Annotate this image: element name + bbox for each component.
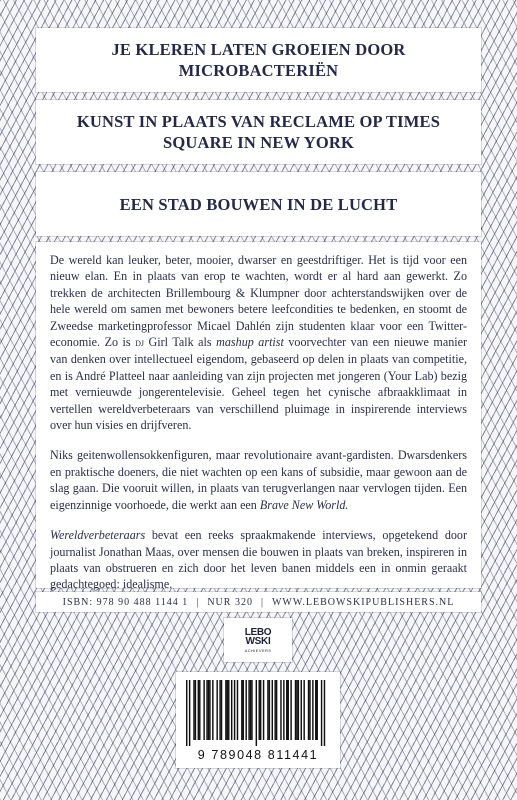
barcode-bar: [317, 680, 318, 740]
barcode-bar: [290, 680, 291, 740]
logo-line-2: WSKI: [245, 635, 271, 647]
barcode-bar: [198, 680, 199, 740]
barcode: [176, 672, 340, 768]
barcode-bar: [309, 680, 310, 740]
barcode-bar: [241, 680, 242, 740]
barcode-bar: [260, 680, 261, 740]
barcode-bar: [321, 680, 322, 746]
barcode-bar: [251, 680, 252, 740]
barcode-bar: [250, 680, 251, 740]
barcode-bar: [186, 680, 187, 746]
headline-2-text: KUNST IN PLAATS VAN RECLAME OP TIMES SQUARE IN NEW YORK: [76, 112, 441, 152]
blurb-text: [36, 242, 481, 592]
headline-2: [36, 100, 481, 164]
headline-3: [36, 172, 481, 236]
barcode-bar: [245, 680, 246, 740]
logo-subtitle: ACHIEVERS: [244, 647, 272, 653]
barcode-number: 9 789048 811441: [197, 748, 319, 762]
barcode-bar: [312, 680, 313, 740]
barcode-bar: [295, 680, 296, 740]
headline-3-text: EEN STAD BOUWEN IN DE LUCHT: [119, 194, 398, 214]
barcode-bar: [296, 680, 297, 740]
barcode-bar: [303, 680, 304, 740]
barcode-bar: [274, 680, 275, 740]
headline-1: [36, 28, 481, 92]
publication-info: [36, 592, 481, 612]
barcode-bar: [206, 680, 207, 740]
divider: |: [260, 596, 264, 608]
barcode-bar: [231, 680, 232, 740]
barcode-bar: [234, 680, 235, 740]
barcode-bar: [286, 680, 287, 740]
barcode-bar: [308, 680, 309, 740]
barcode-bar: [243, 680, 244, 740]
barcode-bar: [324, 680, 325, 746]
nur-label: NUR 320: [207, 596, 253, 608]
barcode-bar: [237, 680, 238, 740]
barcode-bar: [301, 680, 302, 740]
barcode-bar: [256, 680, 257, 746]
barcode-bar: [189, 680, 190, 746]
barcode-bar: [193, 680, 194, 740]
barcode-bar: [288, 680, 289, 740]
barcode-bar: [269, 680, 270, 740]
barcode-bar: [208, 680, 209, 740]
barcode-bar: [212, 680, 213, 740]
barcode-bar: [267, 680, 268, 740]
barcode-bar: [276, 680, 277, 740]
barcode-bar: [216, 680, 217, 740]
divider: |: [196, 596, 200, 608]
barcode-bar: [221, 680, 222, 740]
barcode-bar: [225, 680, 226, 740]
barcode-bar: [203, 680, 204, 740]
barcode-bar: [248, 680, 249, 740]
barcode-bar: [298, 680, 299, 740]
barcode-bar: [315, 680, 316, 740]
barcode-bar: [280, 680, 281, 740]
barcode-bar: [209, 680, 210, 740]
barcode-bar: [195, 680, 196, 740]
logo-line-1: LEBO: [244, 626, 272, 638]
blurb-paragraph-1: De wereld kan leuker, beter, mooier, dwarser en geestdriftiger. Het is tijd voor een nieuw elan. En in plaats van erop te wachten, wordt er al hard aan gewerkt. Zo trekken de architecten Brillembourg & Klumpner door achterstandswijken over de hele wereld om samen met bewoners betere leefcondities te bedenken, en stoomt de Zweedse marketingprofessor Micael Dahlén zijn studenten klaar voor een Twitter-economie. Zo is dj Girl Talk als mashup artist voorvechter van een nieuwe manier van denken over intellectueel eigendom, gebaseerd op delen in plaats van competitie, en is André Platteel naar aanleiding van zijn projecten met jongeren (Your Lab) bezig met vernieuwde jongerentelevisie. Geheel tegen het cynische afbraakklimaat in vertellen wereldverbeteraars van verschillend pluimage in inspirerende interviews over hun visies en drijfveren.: [50, 253, 467, 433]
barcode-bar: [227, 680, 228, 740]
headline-1-text: JE KLEREN LATEN GROEIEN DOOR MICROBACTERIËN: [111, 40, 406, 80]
isbn-label: ISBN: 978 90 488 1144 1: [62, 596, 189, 608]
barcode-bars: [186, 680, 330, 746]
barcode-bar: [199, 680, 200, 740]
barcode-bar: [219, 680, 220, 740]
publisher-logo: [224, 618, 292, 662]
blurb-paragraph-2: Niks geitenwollensokkenfiguren, maar revolutionaire avant-gardisten. Dwarsdenkers en praktische doeners, die niet wachten op een kans of subsidie, maar gewoon aan de slag gaan. Die vooruit willen, in plaats van terugverlangen naar vervlogen tijden. Een eigenzinnige voorhoede, die werkt aan een Brave New World.: [50, 448, 467, 512]
website-label: WWW.LEBOWSKIPUBLISHERS.NL: [271, 596, 455, 608]
barcode-bar: [263, 680, 264, 740]
barcode-bar: [283, 680, 284, 740]
barcode-bar: [259, 680, 260, 740]
blurb-paragraph-3: Wereldverbeteraars bevat een reeks spraakmakende interviews, opgetekend door journalist Jonathan Maas, over mensen die bouwen in plaats van breken, inspireren in plaats van obstrueren en zich door het leven banen middels een in onmin geraakt gedachtegoed: idealisme.: [50, 528, 467, 592]
barcode-bar: [272, 680, 273, 740]
barcode-bar: [228, 680, 229, 740]
